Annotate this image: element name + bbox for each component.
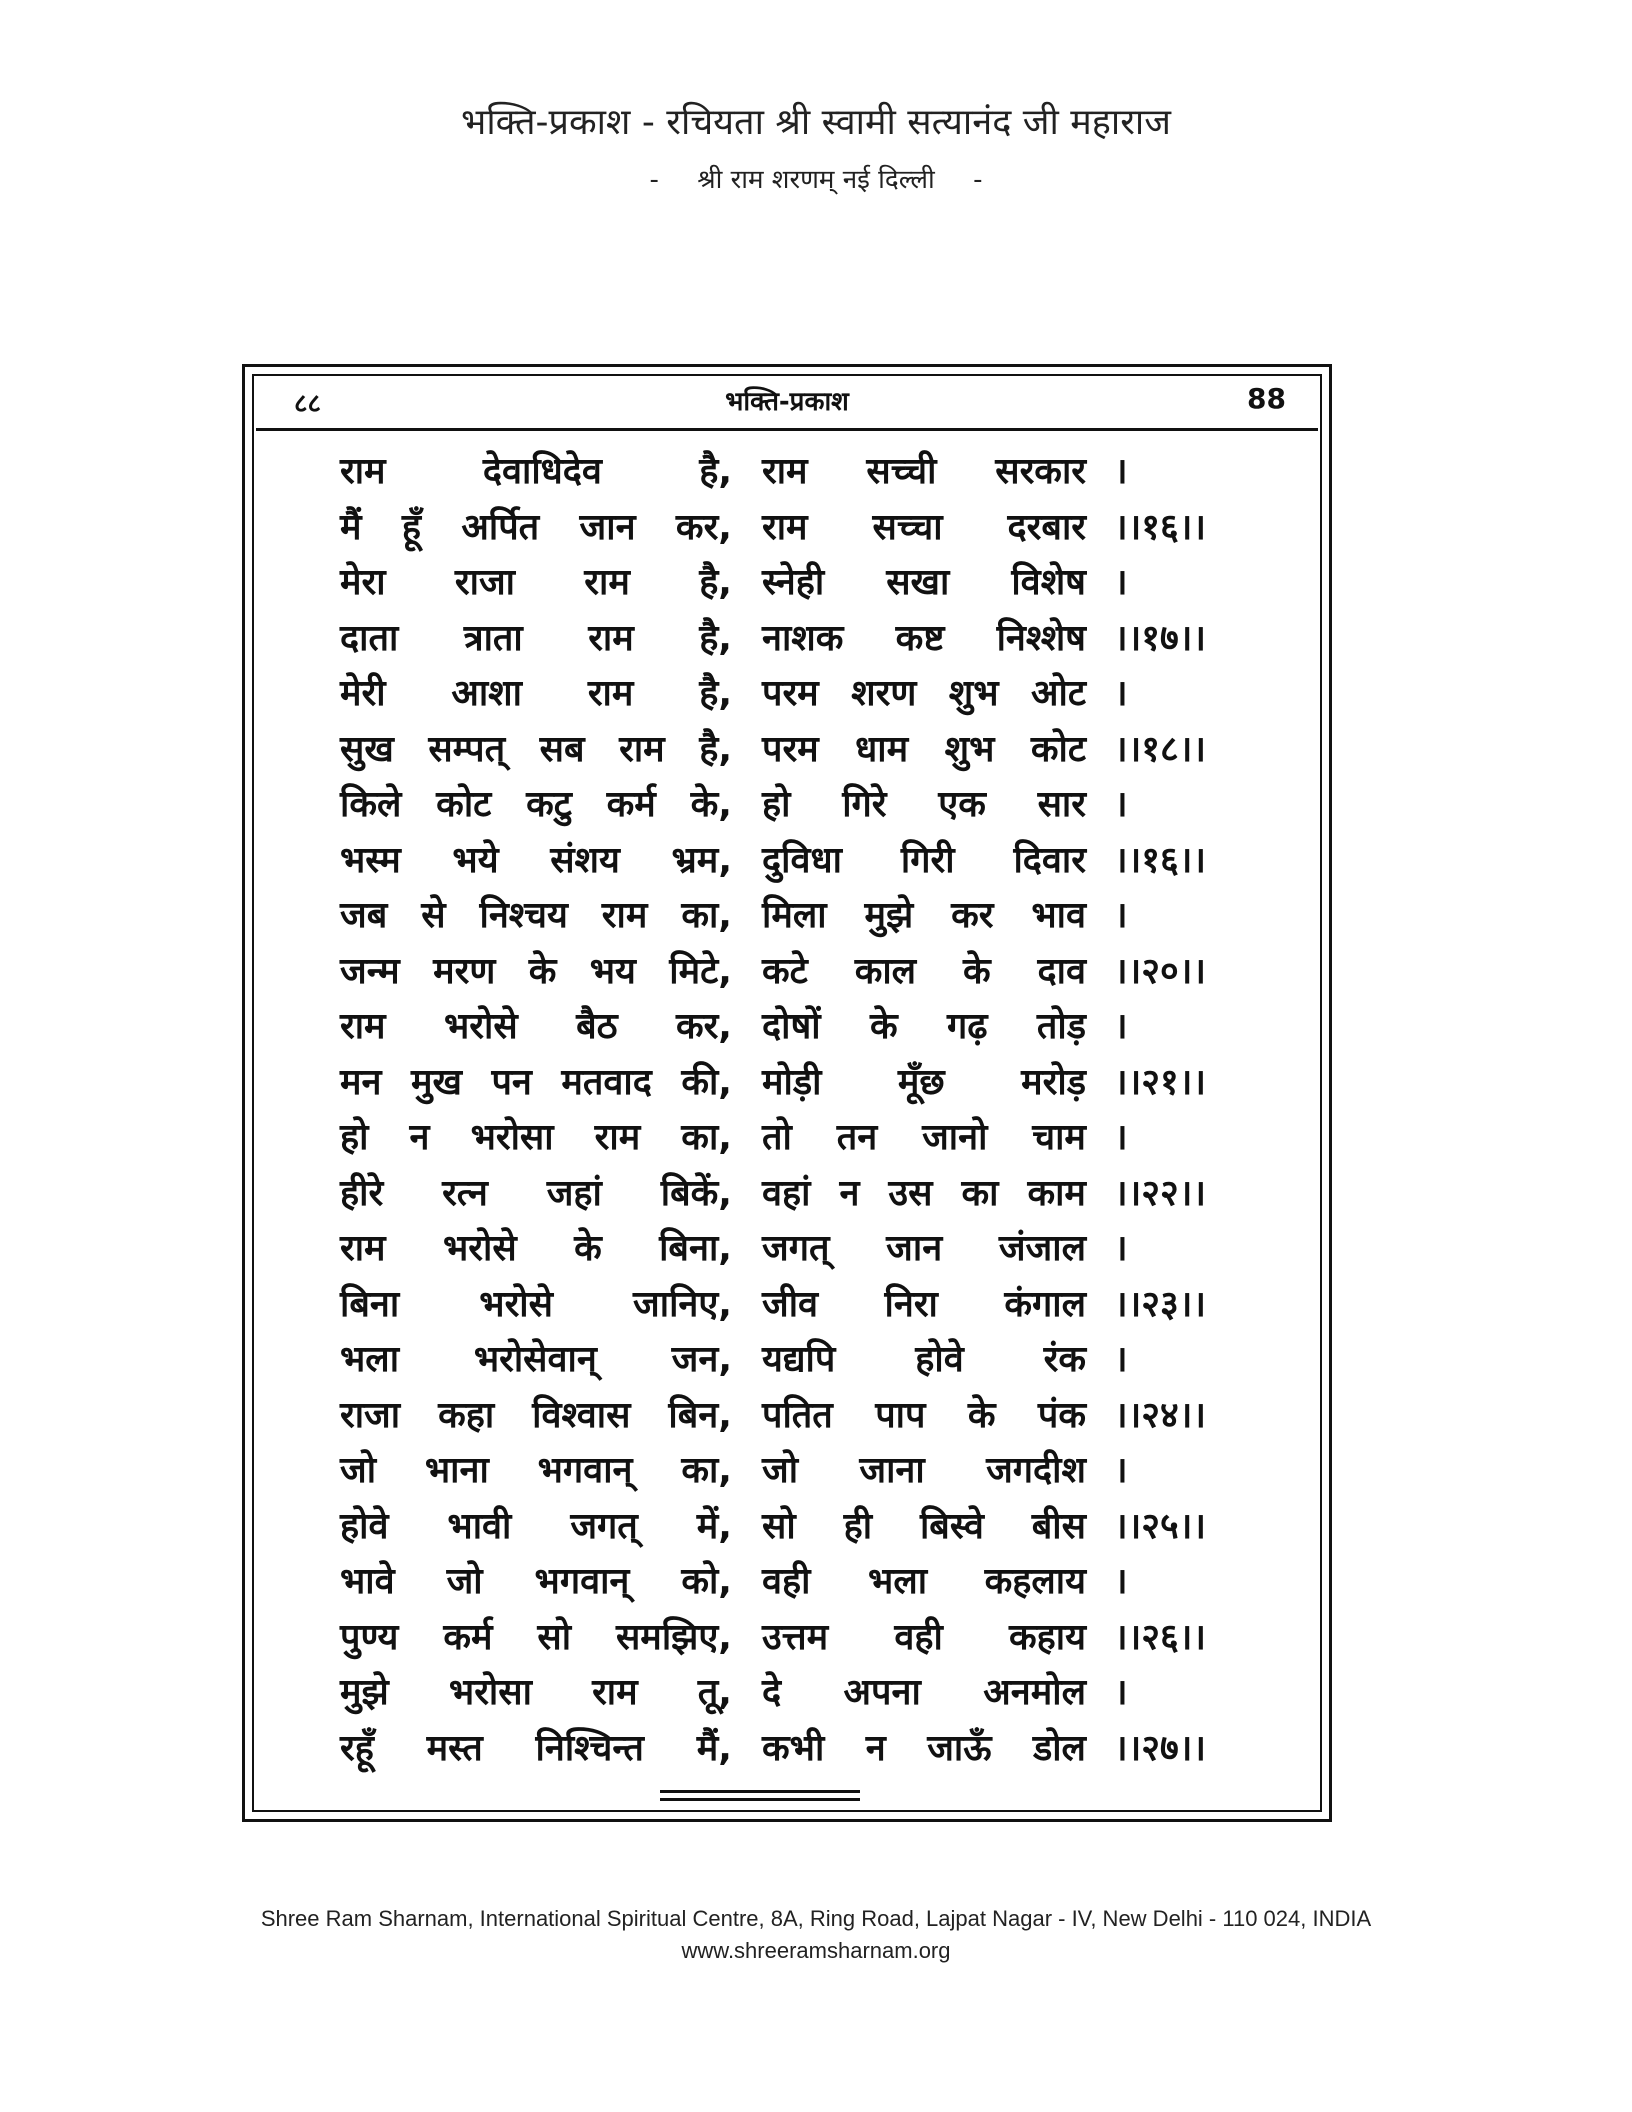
verse-word: ओट — [1031, 673, 1086, 714]
verse-word: दाता — [340, 617, 399, 659]
verse-word: भस्म — [340, 839, 401, 881]
verse-word: पंक — [1037, 1394, 1086, 1436]
verse-word: धाम — [855, 728, 909, 770]
verse-word: है, — [699, 451, 732, 492]
verse-word: की, — [681, 1061, 732, 1103]
verse-second-half — [762, 1110, 1086, 1166]
page-number-latin: 88 — [1247, 382, 1286, 415]
verse-first-half — [340, 555, 732, 611]
verse-word: सरकार — [995, 451, 1086, 492]
verse-word: राम — [340, 1228, 386, 1269]
verse-word: के — [869, 1006, 898, 1047]
verse-word: भगवान् — [537, 1450, 633, 1491]
verse-word: बिना — [340, 1283, 400, 1325]
scan-page-title: भक्ति-प्रकाश — [725, 387, 849, 417]
end-rule-top — [660, 1790, 860, 1793]
verse-second-half — [762, 833, 1086, 889]
verse-word: जगत् — [762, 1228, 830, 1269]
verse-line — [340, 1221, 1240, 1277]
verse-word: पुण्य — [340, 1616, 399, 1658]
verse-word: कर, — [675, 1006, 732, 1047]
verse-word: काम — [1027, 1172, 1086, 1214]
verse-word: कहलाय — [984, 1561, 1086, 1602]
verse-word: में, — [696, 1505, 732, 1547]
verse-word: कष्ट — [895, 617, 945, 659]
verse-word: राम — [340, 1006, 386, 1047]
verse-first-half — [340, 1554, 732, 1610]
verse-word: मुझे — [864, 895, 914, 936]
verse-word: त्राता — [463, 617, 523, 659]
verse-word: कर — [951, 895, 994, 936]
verse-first-half — [340, 444, 732, 500]
verse-word: बिस्वे — [919, 1505, 984, 1547]
page-number-devanagari: ८८ — [294, 389, 322, 419]
verse-word: सार — [1037, 784, 1086, 825]
verse-word: भये — [452, 839, 499, 881]
verse-first-half — [340, 944, 732, 1000]
end-rule-bottom — [660, 1798, 860, 1801]
verse-mark: । — [1114, 1450, 1128, 1491]
verse-line — [340, 722, 1240, 778]
verse-word: कंगाल — [1004, 1283, 1086, 1325]
verse-word: भरोसेवान् — [473, 1339, 597, 1380]
verse-mark: । — [1114, 784, 1128, 825]
verse-word: तो — [762, 1117, 792, 1158]
verse-mark: ।।२१।। — [1114, 1061, 1207, 1103]
verse-word: समझिए, — [615, 1616, 732, 1658]
verse-word: हीरे — [340, 1172, 384, 1214]
verse-word: बिकें, — [660, 1172, 732, 1214]
verse-word: जान — [886, 1228, 943, 1269]
verse-first-half — [340, 1721, 732, 1777]
verse-word: अपना — [843, 1672, 921, 1713]
verse-second-half — [762, 1721, 1086, 1777]
verse-line — [340, 944, 1240, 1000]
verse-second-half — [762, 1277, 1086, 1333]
verse-mark: ।।१८।। — [1114, 728, 1207, 770]
verse-word: जानो — [922, 1117, 988, 1158]
verse-word: जो — [762, 1450, 799, 1491]
verse-mark: । — [1114, 1006, 1128, 1047]
verse-word: वही — [894, 1616, 943, 1658]
verse-word: भला — [868, 1561, 928, 1602]
verse-word: मूँछ — [897, 1061, 945, 1103]
verse-word: ही — [843, 1505, 873, 1547]
verse-word: परम — [762, 673, 819, 714]
verse-word: विश्वास — [532, 1394, 631, 1436]
verse-word: मिटे, — [669, 950, 732, 992]
verse-line — [340, 1055, 1240, 1111]
verse-word: भगवान् — [534, 1561, 630, 1602]
verse-word: का, — [681, 1450, 732, 1491]
verse-line — [340, 999, 1240, 1055]
verse-word: राम — [584, 562, 630, 603]
verse-word: एक — [938, 784, 986, 825]
verse-word: कहाय — [1009, 1616, 1086, 1658]
verse-word: से — [421, 895, 446, 936]
verse-word: हो — [762, 784, 791, 825]
verse-second-half — [762, 555, 1086, 611]
verse-line — [340, 1665, 1240, 1721]
verse-word: होवे — [340, 1505, 389, 1547]
verse-line — [340, 500, 1240, 556]
verse-word: सच्ची — [866, 451, 937, 492]
verse-line — [340, 1443, 1240, 1499]
verse-word: परम — [762, 728, 819, 770]
verse-mark: । — [1114, 1339, 1128, 1380]
verse-word: जन, — [671, 1339, 732, 1380]
verse-word: नाशक — [762, 617, 844, 659]
verse-list — [340, 444, 1240, 1776]
verse-word: भावी — [447, 1505, 512, 1547]
verse-mark: । — [1114, 1117, 1128, 1158]
verse-mark: । — [1114, 673, 1128, 714]
verse-word: देवाधिदेव — [482, 451, 602, 492]
verse-word: कर्म — [443, 1616, 493, 1658]
verse-word: सुख — [340, 728, 394, 770]
footer-website: www.shreeramsharnam.org — [681, 1938, 951, 1963]
verse-word: जीव — [762, 1283, 819, 1325]
verse-mark: । — [1114, 1561, 1128, 1602]
verse-first-half — [340, 722, 732, 778]
verse-word: भरोसे — [443, 1006, 518, 1047]
verse-word: बीस — [1031, 1505, 1086, 1547]
verse-line — [340, 1166, 1240, 1222]
verse-word: मस्त — [426, 1727, 483, 1769]
verse-line — [340, 1332, 1240, 1388]
verse-first-half — [340, 999, 732, 1055]
verse-word: मेरा — [340, 562, 386, 603]
verse-first-half — [340, 1110, 732, 1166]
verse-second-half — [762, 611, 1086, 667]
verse-second-half — [762, 1166, 1086, 1222]
verse-second-half — [762, 944, 1086, 1000]
verse-word: कर्म — [606, 784, 656, 825]
subtitle-text: श्री राम शरणम् नई दिल्ली — [697, 165, 935, 195]
verse-word: भ्रम, — [671, 839, 732, 881]
verse-mark: ।।२३।। — [1114, 1283, 1207, 1325]
verse-word: भरोसे — [442, 1228, 517, 1269]
verse-word: सब — [539, 728, 585, 770]
verse-first-half — [340, 666, 732, 722]
verse-first-half — [340, 1499, 732, 1555]
verse-word: राजा — [454, 562, 515, 603]
verse-word: का, — [681, 895, 732, 936]
verse-second-half — [762, 1221, 1086, 1277]
verse-word: कोट — [1030, 728, 1086, 770]
verse-word: मुझे — [340, 1672, 389, 1713]
verse-word: वही — [762, 1561, 811, 1602]
verse-line — [340, 833, 1240, 889]
verse-second-half — [762, 666, 1086, 722]
verse-word: जानिए, — [633, 1283, 732, 1325]
verse-line — [340, 1610, 1240, 1666]
verse-word: दाव — [1037, 950, 1086, 992]
verse-mark: ।।२४।। — [1114, 1394, 1207, 1436]
verse-line — [340, 1110, 1240, 1166]
verse-word: न — [839, 1172, 860, 1214]
verse-word: कभी — [762, 1727, 825, 1769]
verse-first-half — [340, 777, 732, 833]
verse-line — [340, 444, 1240, 500]
verse-line — [340, 1554, 1240, 1610]
verse-word: दे — [762, 1672, 782, 1713]
verse-line — [340, 1277, 1240, 1333]
verse-word: उस — [888, 1172, 933, 1214]
verse-word: किले — [340, 784, 402, 825]
verse-word: अर्पित — [461, 506, 540, 548]
verse-second-half — [762, 722, 1086, 778]
verse-second-half — [762, 1055, 1086, 1111]
verse-word: यद्यपि — [762, 1339, 836, 1380]
verse-word: शरण — [851, 673, 917, 714]
verse-word: कर, — [675, 506, 732, 548]
verse-line — [340, 1388, 1240, 1444]
verse-word: मोड़ी — [762, 1061, 822, 1103]
verse-mark: । — [1114, 895, 1128, 936]
verse-word: निश्चिन्त — [535, 1727, 644, 1769]
verse-second-half — [762, 777, 1086, 833]
verse-word: को, — [681, 1561, 732, 1602]
verse-word: राम — [588, 617, 634, 659]
verse-word: कोट — [436, 784, 492, 825]
verse-word: जाऊँ — [927, 1727, 992, 1769]
verse-first-half — [340, 1665, 732, 1721]
verse-word: रत्न — [442, 1172, 488, 1214]
verse-word: मन — [340, 1061, 382, 1103]
verse-mark: ।।१६।। — [1114, 506, 1207, 548]
verse-first-half — [340, 1443, 732, 1499]
verse-word: शुभ — [948, 673, 999, 714]
scan-page-header — [252, 382, 1322, 426]
verse-word: के — [967, 1394, 996, 1436]
verse-word: निरा — [884, 1283, 938, 1325]
verse-word: कटे — [762, 950, 808, 992]
verse-word: सच्चा — [872, 506, 943, 548]
verse-word: मरण — [433, 950, 496, 992]
verse-word: पाप — [875, 1394, 926, 1436]
verse-second-half — [762, 999, 1086, 1055]
verse-first-half — [340, 1166, 732, 1222]
verse-line — [340, 1499, 1240, 1555]
verse-word: राम — [762, 451, 808, 492]
verse-second-half — [762, 1499, 1086, 1555]
verse-word: काल — [854, 950, 917, 992]
verse-first-half — [340, 1055, 732, 1111]
verse-word: राम — [601, 895, 648, 936]
document-title: भक्ति-प्रकाश - रचियता श्री स्वामी सत्यानंद जी महाराज — [461, 102, 1171, 143]
verse-line — [340, 888, 1240, 944]
verse-second-half — [762, 1332, 1086, 1388]
verse-mark: ।।१६।। — [1114, 839, 1207, 881]
verse-word: का — [961, 1172, 999, 1214]
verse-word: राम — [619, 728, 665, 770]
verse-word: तन — [836, 1117, 878, 1158]
verse-second-half — [762, 1665, 1086, 1721]
verse-word: सो — [537, 1616, 572, 1658]
verse-word: दोषों — [762, 1006, 821, 1047]
verse-second-half — [762, 444, 1086, 500]
verse-mark: ।।२५।। — [1114, 1505, 1207, 1547]
footer-address: Shree Ram Sharnam, International Spiritual Centre, 8A, Ring Road, Lajpat Nagar - IV, New Delhi - 110 024, INDIA — [260, 1906, 1372, 1931]
verse-word: जगदीश — [986, 1450, 1086, 1491]
verse-mark: ।।२७।। — [1114, 1727, 1207, 1769]
verse-word: जब — [340, 895, 388, 936]
verse-mark: ।।१७।। — [1114, 617, 1207, 659]
verse-word: दुविधा — [762, 839, 842, 881]
verse-word: हूँ — [401, 506, 422, 548]
verse-first-half — [340, 611, 732, 667]
verse-first-half — [340, 1610, 732, 1666]
verse-word: आशा — [451, 673, 522, 714]
verse-word: मैं, — [696, 1727, 732, 1769]
verse-word: जहां — [546, 1172, 602, 1214]
verse-word: कटु — [526, 784, 572, 825]
verse-word: भाव — [1031, 895, 1086, 936]
verse-word: के — [962, 950, 991, 992]
verse-mark: ।।२२।। — [1114, 1172, 1207, 1214]
verse-word: का, — [681, 1117, 732, 1158]
verse-word: जो — [340, 1450, 377, 1491]
verse-word: सम्पत् — [428, 728, 506, 770]
verse-word: भला — [340, 1339, 400, 1380]
verse-word: राम — [587, 673, 634, 714]
verse-word: संशय — [550, 839, 620, 881]
verse-word: भरोसा — [470, 1117, 554, 1158]
verse-first-half — [340, 1221, 732, 1277]
verse-word: है, — [699, 728, 732, 770]
verse-mark: । — [1114, 451, 1128, 492]
verse-word: गिरी — [900, 839, 955, 881]
verse-word: बिन, — [668, 1394, 732, 1436]
verse-word: वहां — [762, 1172, 811, 1214]
verse-word: डोल — [1032, 1727, 1086, 1769]
verse-word: निश्शेष — [996, 617, 1086, 659]
verse-word: राम — [592, 1672, 638, 1713]
verse-word: न — [865, 1727, 886, 1769]
verse-word: विशेष — [1011, 562, 1086, 603]
verse-first-half — [340, 500, 732, 556]
verse-first-half — [340, 1277, 732, 1333]
verse-mark: ।।२६।। — [1114, 1616, 1207, 1658]
verse-second-half — [762, 888, 1086, 944]
verse-word: होवे — [915, 1339, 964, 1380]
verse-word: मरोड़ — [1021, 1061, 1086, 1103]
verse-second-half — [762, 500, 1086, 556]
verse-word: बिना, — [659, 1228, 732, 1269]
verse-word: तोड़ — [1036, 1006, 1086, 1047]
verse-word: सो — [762, 1505, 796, 1547]
verse-word: जो — [446, 1561, 483, 1602]
verse-line — [340, 666, 1240, 722]
verse-word: रंक — [1043, 1339, 1086, 1380]
verse-word: मेरी — [340, 673, 386, 714]
verse-word: मतवाद — [561, 1061, 652, 1103]
verse-word: तू, — [697, 1672, 732, 1713]
verse-line — [340, 777, 1240, 833]
verse-word: भाना — [424, 1450, 489, 1491]
verse-word: राम — [594, 1117, 641, 1158]
header-divider — [256, 428, 1318, 431]
verse-word: न — [409, 1117, 430, 1158]
verse-line — [340, 555, 1240, 611]
verse-line — [340, 611, 1240, 667]
verse-word: भय — [589, 950, 636, 992]
verse-word: भरोसा — [448, 1672, 532, 1713]
verse-word: मिला — [762, 895, 827, 936]
verse-first-half — [340, 833, 732, 889]
verse-word: कहा — [438, 1394, 495, 1436]
verse-word: उत्तम — [762, 1616, 829, 1658]
verse-word: राम — [340, 451, 386, 492]
verse-word: भरोसे — [479, 1283, 553, 1325]
verse-word: मुख — [410, 1061, 462, 1103]
verse-word: पन — [491, 1061, 532, 1103]
verse-word: जगत् — [570, 1505, 638, 1547]
verse-word: चाम — [1032, 1117, 1086, 1158]
subtitle-dash-left: - — [649, 165, 659, 195]
verse-word: गढ़ — [946, 1006, 988, 1047]
verse-word: है, — [699, 562, 732, 603]
verse-word: के — [528, 950, 557, 992]
verse-second-half — [762, 1388, 1086, 1444]
verse-word: हो — [340, 1117, 369, 1158]
verse-word: के, — [690, 784, 732, 825]
verse-word: मैं — [340, 506, 362, 548]
verse-line — [340, 1721, 1240, 1777]
verse-first-half — [340, 888, 732, 944]
verse-word: स्नेही — [762, 562, 825, 603]
verse-word: है, — [699, 673, 732, 714]
document-subtitle — [0, 160, 1632, 196]
verse-word: दिवार — [1013, 839, 1086, 881]
verse-word: अनमोल — [983, 1672, 1086, 1713]
verse-word: बैठ — [576, 1006, 618, 1047]
verse-second-half — [762, 1443, 1086, 1499]
verse-word: भावे — [340, 1561, 395, 1602]
verse-mark: ।।२०।। — [1114, 950, 1207, 992]
verse-word: के — [574, 1228, 602, 1269]
verse-word: पतित — [762, 1394, 833, 1436]
verse-mark: । — [1114, 1228, 1128, 1269]
verse-word: शुभ — [944, 728, 995, 770]
verse-word: जंजाल — [998, 1228, 1086, 1269]
verse-mark: । — [1114, 1672, 1128, 1713]
verse-word: जाना — [859, 1450, 925, 1491]
verse-word: है, — [699, 617, 732, 659]
verse-word: राम — [762, 506, 808, 548]
verse-word: सखा — [886, 562, 950, 603]
verse-first-half — [340, 1388, 732, 1444]
verse-word: राजा — [340, 1394, 401, 1436]
verse-mark: । — [1114, 562, 1128, 603]
subtitle-dash-right: - — [973, 165, 983, 195]
verse-second-half — [762, 1554, 1086, 1610]
verse-second-half — [762, 1610, 1086, 1666]
verse-word: जान — [579, 506, 636, 548]
verse-first-half — [340, 1332, 732, 1388]
verse-word: गिरे — [842, 784, 887, 825]
verse-word: जन्म — [340, 950, 400, 992]
verse-word: दरबार — [1007, 506, 1086, 548]
verse-word: रहूँ — [340, 1727, 374, 1769]
verse-word: निश्चय — [479, 895, 568, 936]
